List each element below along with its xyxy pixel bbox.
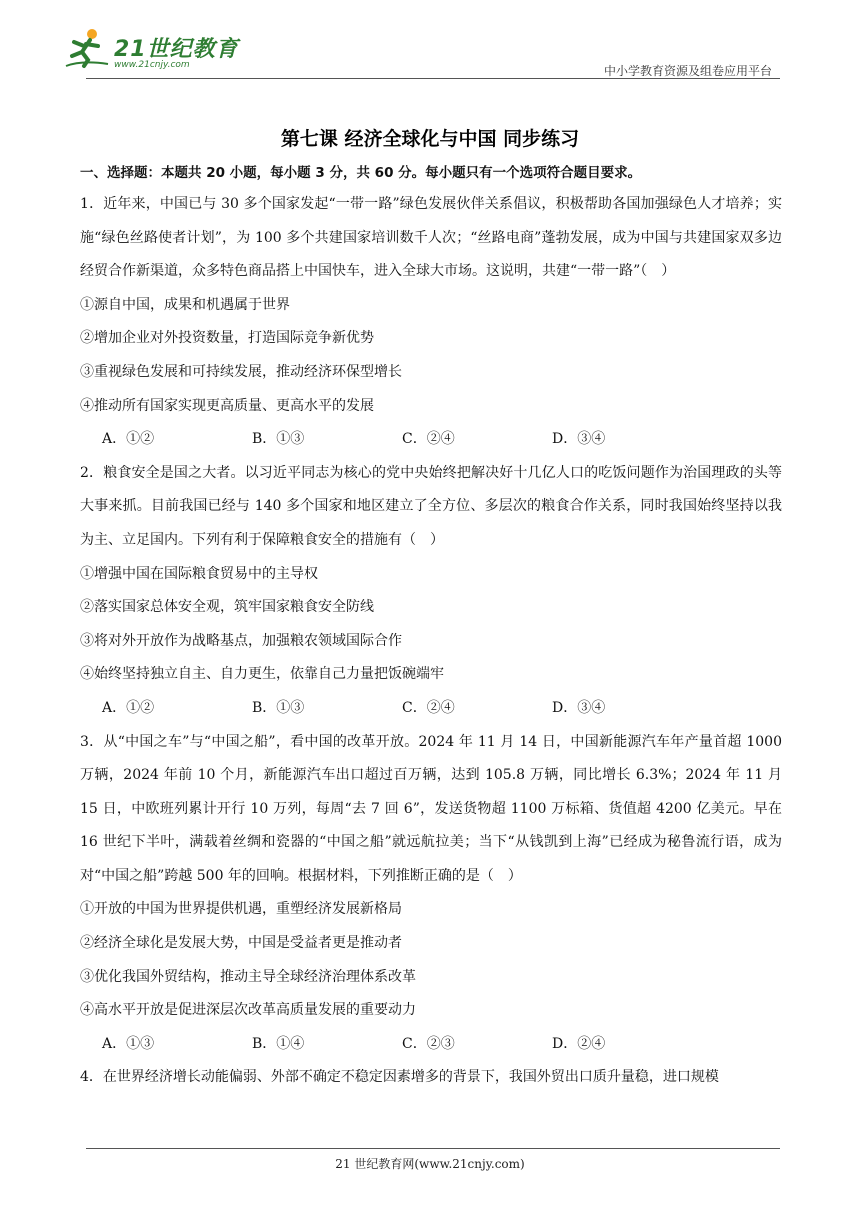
page-footer: 21 世纪教育网(www.21cnjy.com) <box>335 1157 525 1171</box>
footer-divider <box>86 1148 780 1149</box>
choice-b[interactable]: B．①③ <box>252 431 305 448</box>
answer-choices <box>80 1028 782 1062</box>
statement-option: ③重视绿色发展和可持续发展，推动经济环保型增长 <box>80 363 402 380</box>
statement-option: ①源自中国，成果和机遇属于世界 <box>80 296 290 313</box>
logo-url: www.21cnjy.com <box>114 60 190 70</box>
section-heading: 一、选择题：本题共 20 小题，每小题 3 分，共 60 分。每小题只有一个选项符合题目要求。 <box>80 165 642 181</box>
choice-c[interactable]: C．②④ <box>402 699 455 716</box>
statement-option: ②增加企业对外投资数量，打造国际竞争新优势 <box>80 330 374 347</box>
choice-b[interactable]: B．①④ <box>252 1035 305 1052</box>
choice-a[interactable]: A．①② <box>102 699 155 716</box>
question-text: 2．粮食安全是国之大者。以习近平同志为核心的党中央始终把解决好十几亿人口的吃饭问题作为治国理政的头等大事来抓。目前我国已经与 140 多个国家和地区建立了全方位、多层次的粮食合作关系，同时我国始终坚持以我为主、立足国内。下列有利于保障粮食安全的措施有（ ） <box>80 464 782 548</box>
choice-b[interactable]: B．①③ <box>252 699 305 716</box>
page-header <box>62 26 780 82</box>
choice-c[interactable]: C．②③ <box>402 1035 455 1052</box>
question <box>80 726 782 1062</box>
platform-label: 中小学教育资源及组卷应用平台 <box>603 64 772 78</box>
choice-a[interactable]: A．①② <box>102 431 155 448</box>
answer-choices <box>80 423 782 457</box>
question-text: 1．近年来，中国已与 30 多个国家发起“一带一路”绿色发展伙伴关系倡议，积极帮助各国加强绿色人才培养；实施“绿色丝路使者计划”，为 100 多个共建国家培训数千人次；“丝路电商”蓬勃发展，成为中国与共建国家双多边经贸合作新渠道，众多特色商品搭上中国快车，进入全球大市场。这说明，共建“一带一路”（ ） <box>80 196 782 280</box>
answer-choices <box>80 692 782 726</box>
choice-c[interactable]: C．②④ <box>402 431 455 448</box>
question <box>80 457 782 726</box>
question <box>80 188 782 457</box>
statement-option: ①增强中国在国际粮食贸易中的主导权 <box>80 565 318 582</box>
question-text: 3．从“中国之车”与“中国之船”，看中国的改革开放。2024 年 11 月 14 日，中国新能源汽车年产量首超 1000 万辆，2024 年前 10 个月，新能源汽车出口超过百万辆，达到 105.8 万辆，同比增长 6.3%；2024 年 11 月 15 日，中欧班列累计开行 10 万列，每周“去 7 回 6”，发送货物超 1100 万标箱、货值超 4200 亿美元。早在 16 世纪下半叶，满载着丝绸和瓷器的“中国之船”就远航拉美；当下“从钱凯到上海”已经成为秘鲁流行语，成为对“中国之船”跨越 500 年的回响。根据材料，下列推断正确的是（ ） <box>80 733 782 884</box>
header-divider <box>86 78 780 79</box>
statement-option: ③将对外开放作为战略基点，加强粮农领域国际合作 <box>80 632 402 649</box>
statement-option: ①开放的中国为世界提供机遇，重塑经济发展新格局 <box>80 901 402 918</box>
logo-text: 21世纪教育 <box>114 37 239 62</box>
runner-logo-icon <box>62 26 112 70</box>
question-list <box>80 188 782 1095</box>
statement-option: ④始终坚持独立自主、自力更生，依靠自己力量把饭碗端牢 <box>80 666 444 683</box>
statement-option: ④高水平开放是促进深层次改革高质量发展的重要动力 <box>80 1002 416 1019</box>
choice-d[interactable]: D．②④ <box>552 1035 606 1052</box>
statement-option: ③优化我国外贸结构，推动主导全球经济治理体系改革 <box>80 968 416 985</box>
page-title: 第七课 经济全球化与中国 同步练习 <box>280 128 580 150</box>
choice-d[interactable]: D．③④ <box>552 699 606 716</box>
choice-a[interactable]: A．①③ <box>102 1035 155 1052</box>
statement-option: ②落实国家总体安全观，筑牢国家粮食安全防线 <box>80 599 374 616</box>
statement-option: ②经济全球化是发展大势，中国是受益者更是推动者 <box>80 935 402 952</box>
statement-option: ④推动所有国家实现更高质量、更高水平的发展 <box>80 397 374 414</box>
choice-d[interactable]: D．③④ <box>552 431 606 448</box>
question <box>80 1061 782 1095</box>
question-text: 4．在世界经济增长动能偏弱、外部不确定不稳定因素增多的背景下，我国外贸出口质升量稳，进口规模 <box>80 1069 719 1086</box>
logo <box>62 26 262 76</box>
